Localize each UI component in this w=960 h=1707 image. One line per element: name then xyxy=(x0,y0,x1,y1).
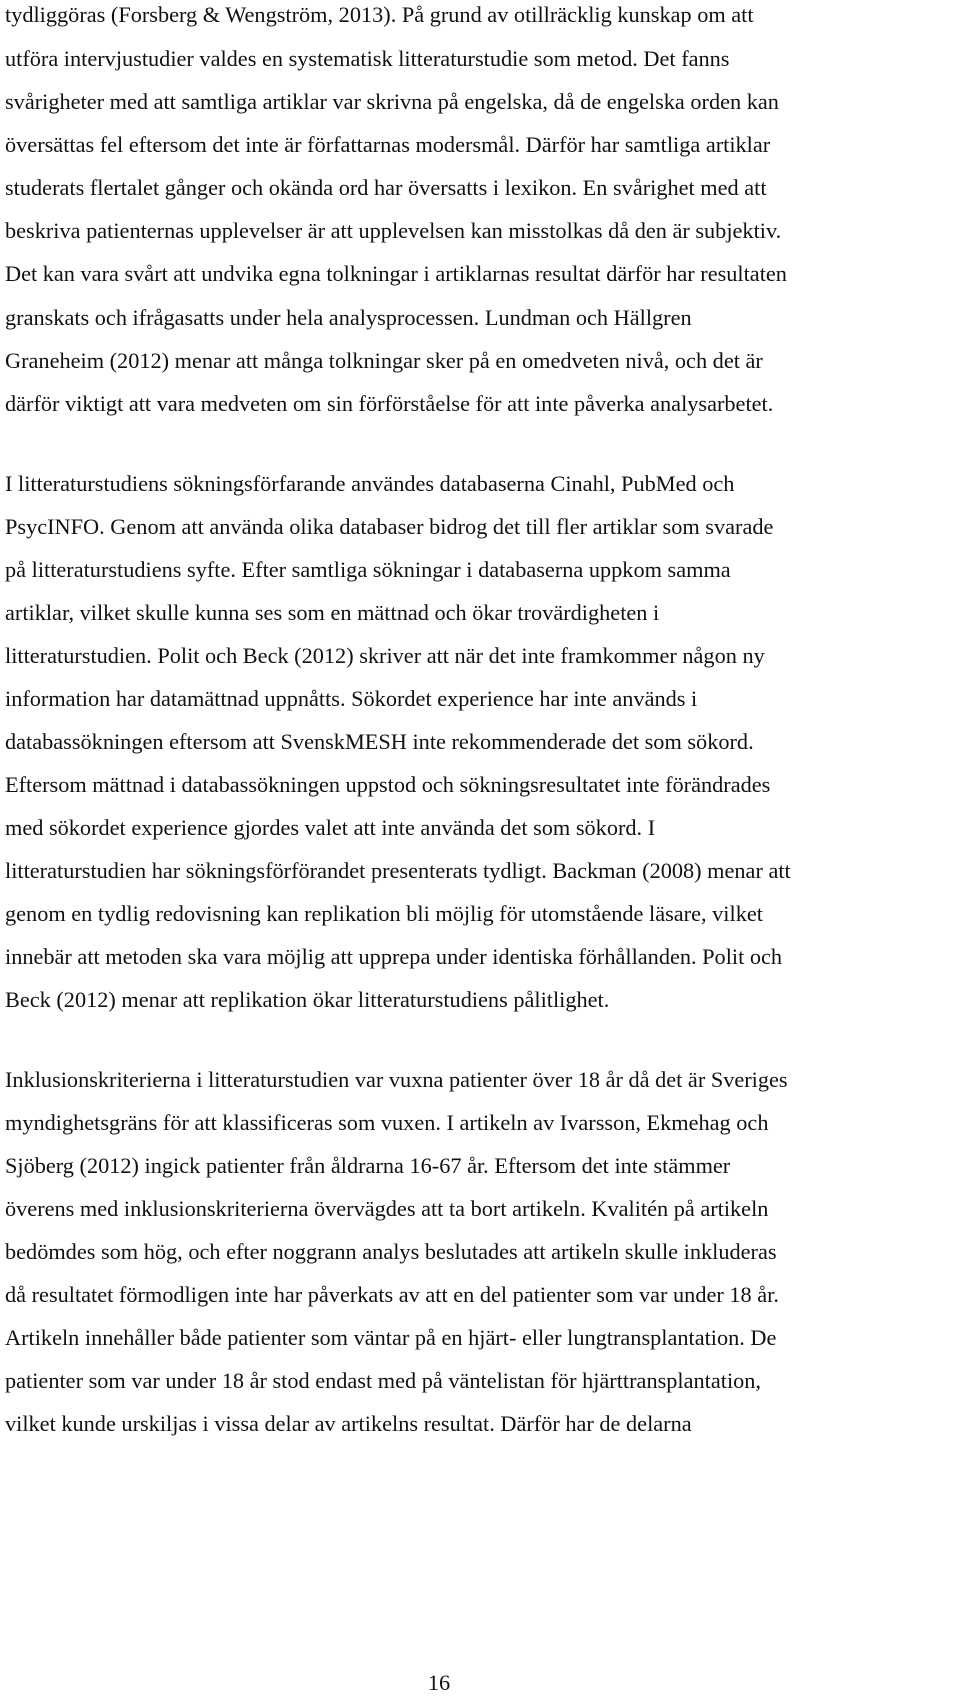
text-line: studerats flertalet gånger och okända ord har översatts i lexikon. En svårighet med att xyxy=(5,175,767,200)
page-number: 16 xyxy=(427,1670,451,1695)
text-line: PsycINFO. Genom att använda olika databaser bidrog det till fler artiklar som svarade xyxy=(5,514,774,539)
text-line: litteraturstudien. Polit och Beck (2012) skriver att när det inte framkommer någon ny xyxy=(5,643,765,668)
text-line: översättas fel eftersom det inte är författarnas modersmål. Därför har samtliga artiklar xyxy=(5,132,771,157)
text-line: Det kan vara svårt att undvika egna tolkningar i artiklarnas resultat därför har resultaten xyxy=(5,261,787,286)
text-line: Sjöberg (2012) ingick patienter från åldrarna 16-67 år. Eftersom det inte stämmer xyxy=(5,1153,731,1178)
text-line: utföra intervjustudier valdes en systematisk litteraturstudie som metod. Det fanns xyxy=(5,46,730,71)
text-line: tydliggöras (Forsberg & Wengström, 2013). På grund av otillräcklig kunskap om att xyxy=(5,2,754,27)
text-line: innebär att metoden ska vara möjlig att upprepa under identiska förhållanden. Polit och xyxy=(5,944,783,969)
text-line: svårigheter med att samtliga artiklar var skrivna på engelska, då de engelska orden kan xyxy=(5,89,779,114)
text-line: bedömdes som hög, och efter noggrann analys beslutades att artikeln skulle inkluderas xyxy=(5,1239,777,1264)
text-line: Eftersom mättnad i databassökningen uppstod och sökningsresultatet inte förändrades xyxy=(5,772,771,797)
text-line: patienter som var under 18 år stod endast med på väntelistan för hjärttransplantation, xyxy=(5,1368,762,1393)
text-line: Artikeln innehåller både patienter som väntar på en hjärt- eller lungtransplantation. De xyxy=(5,1325,777,1350)
text-line: därför viktigt att vara medveten om sin förförståelse för att inte påverka analysarbetet. xyxy=(5,391,774,416)
text-line: beskriva patienternas upplevelser är att upplevelsen kan misstolkas då den är subjektiv. xyxy=(5,218,782,243)
text-line: information har datamättnad uppnåtts. Sökordet experience har inte används i xyxy=(5,686,698,711)
text-line: genom en tydlig redovisning kan replikation bli möjlig för utomstående läsare, vilket xyxy=(5,901,763,926)
text-line: granskats och ifrågasatts under hela analysprocessen. Lundman och Hällgren xyxy=(5,305,692,330)
text-line: Inklusionskriterierna i litteraturstudien var vuxna patienter över 18 år då det är Sveriges xyxy=(5,1067,788,1092)
text-line: på litteraturstudiens syfte. Efter samtliga sökningar i databaserna uppkom samma xyxy=(5,557,731,582)
text-line: artiklar, vilket skulle kunna ses som en mättnad och ökar trovärdigheten i xyxy=(5,600,660,625)
text-line: litteraturstudien har sökningsförförandet presenterats tydligt. Backman (2008) menar att xyxy=(5,858,791,883)
text-line: överens med inklusionskriterierna övervägdes att ta bort artikeln. Kvalitén på artikeln xyxy=(5,1196,769,1221)
text-line: I litteraturstudiens sökningsförfarande användes databaserna Cinahl, PubMed och xyxy=(5,471,735,496)
text-line: då resultatet förmodligen inte har påverkats av att en del patienter som var under 18 år. xyxy=(5,1282,779,1307)
text-line: Graneheim (2012) menar att många tolkningar sker på en omedveten nivå, och det är xyxy=(5,348,763,373)
text-line: databassökningen eftersom att SvenskMESH inte rekommenderade det som sökord. xyxy=(5,729,754,754)
text-line: myndighetsgräns för att klassificeras som vuxen. I artikeln av Ivarsson, Ekmehag och xyxy=(5,1110,769,1135)
text-line: med sökordet experience gjordes valet att inte använda det som sökord. I xyxy=(5,815,656,840)
text-line: vilket kunde urskiljas i vissa delar av artikelns resultat. Därför har de delarna xyxy=(5,1411,692,1436)
text-line: Beck (2012) menar att replikation ökar litteraturstudiens pålitlighet. xyxy=(5,987,610,1012)
